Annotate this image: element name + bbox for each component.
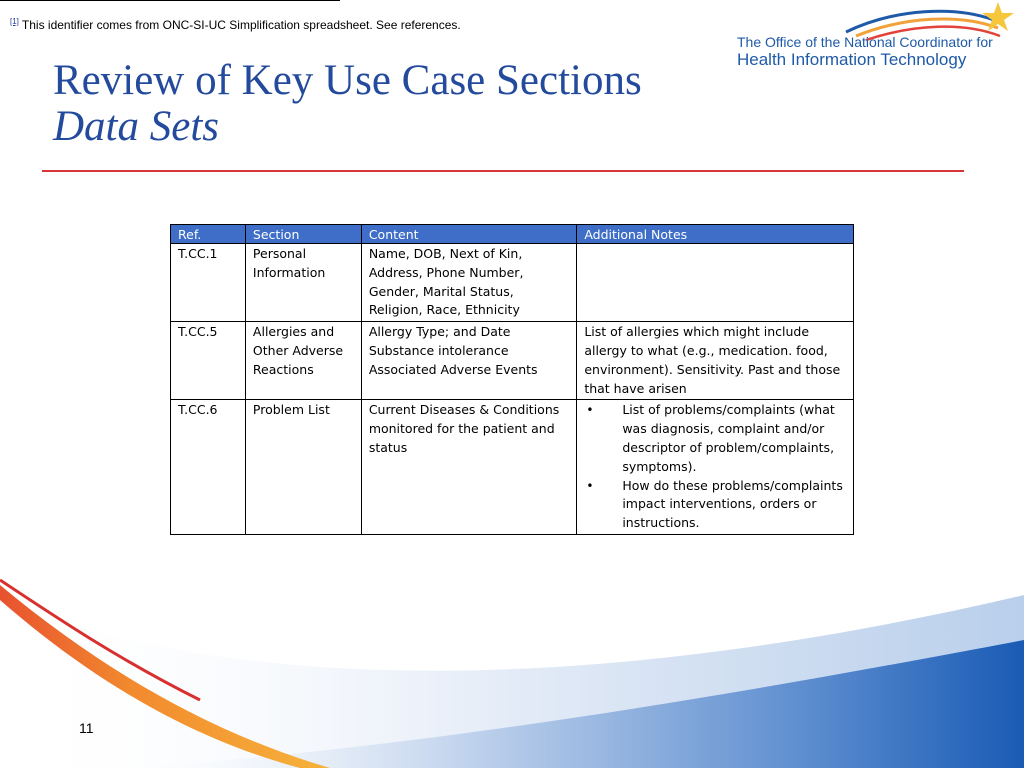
table-row xyxy=(171,322,854,400)
cell-notes xyxy=(577,244,854,322)
title-divider xyxy=(42,170,964,172)
list-item: • How do these problems/complaints impact interventions, orders or instructions. xyxy=(584,477,846,533)
logo-line-2: Health Information Technology xyxy=(737,50,967,70)
cell-notes: List of allergies which might include allergy to what (e.g., medication. food, environment). Sensitivity. Past and those that have arisen xyxy=(577,322,854,400)
list-item: • List of problems/complaints (what was diagnosis, complaint and/or descriptor of problem/complaints, symptoms). xyxy=(584,401,846,476)
slide-title xyxy=(53,58,642,151)
table-row xyxy=(171,244,854,322)
cell-notes xyxy=(577,400,854,535)
column-header-ref: Ref. xyxy=(171,225,246,244)
notes-bullet-list xyxy=(584,401,846,533)
table-row xyxy=(171,400,854,535)
cell-content: Allergy Type; and Date Substance intolerance Associated Adverse Events xyxy=(361,322,577,400)
page-number: 11 xyxy=(79,720,94,736)
column-header-notes: Additional Notes xyxy=(577,225,854,244)
logo-line-1: The Office of the National Coordinator for xyxy=(737,34,993,50)
cell-content: Current Diseases & Conditions monitored for the patient and status xyxy=(361,400,577,535)
cell-ref: T.CC.1 xyxy=(171,244,246,322)
table-header-row xyxy=(171,225,854,244)
decorative-swoosh xyxy=(0,540,1024,768)
cell-section: Personal Information xyxy=(245,244,361,322)
column-header-content: Content xyxy=(361,225,577,244)
data-sets-table xyxy=(170,224,854,535)
footnote xyxy=(10,17,461,32)
cell-ref: T.CC.5 xyxy=(171,322,246,400)
cell-section: Problem List xyxy=(245,400,361,535)
cell-ref: T.CC.6 xyxy=(171,400,246,535)
slide-title-main: Review of Key Use Case Sections xyxy=(53,57,642,104)
slide-title-subtitle: Data Sets xyxy=(53,103,220,151)
onc-logo-text xyxy=(737,34,993,70)
footnote-text: This identifier comes from ONC-SI-UC Simplification spreadsheet. See references. xyxy=(21,18,461,32)
footnote-separator xyxy=(0,0,340,1)
cell-section: Allergies and Other Adverse Reactions xyxy=(245,322,361,400)
footnote-marker[interactable]: [1] xyxy=(10,17,19,26)
cell-content: Name, DOB, Next of Kin, Address, Phone Number, Gender, Marital Status, Religion, Race, Ethnicity xyxy=(361,244,577,322)
column-header-section: Section xyxy=(245,225,361,244)
